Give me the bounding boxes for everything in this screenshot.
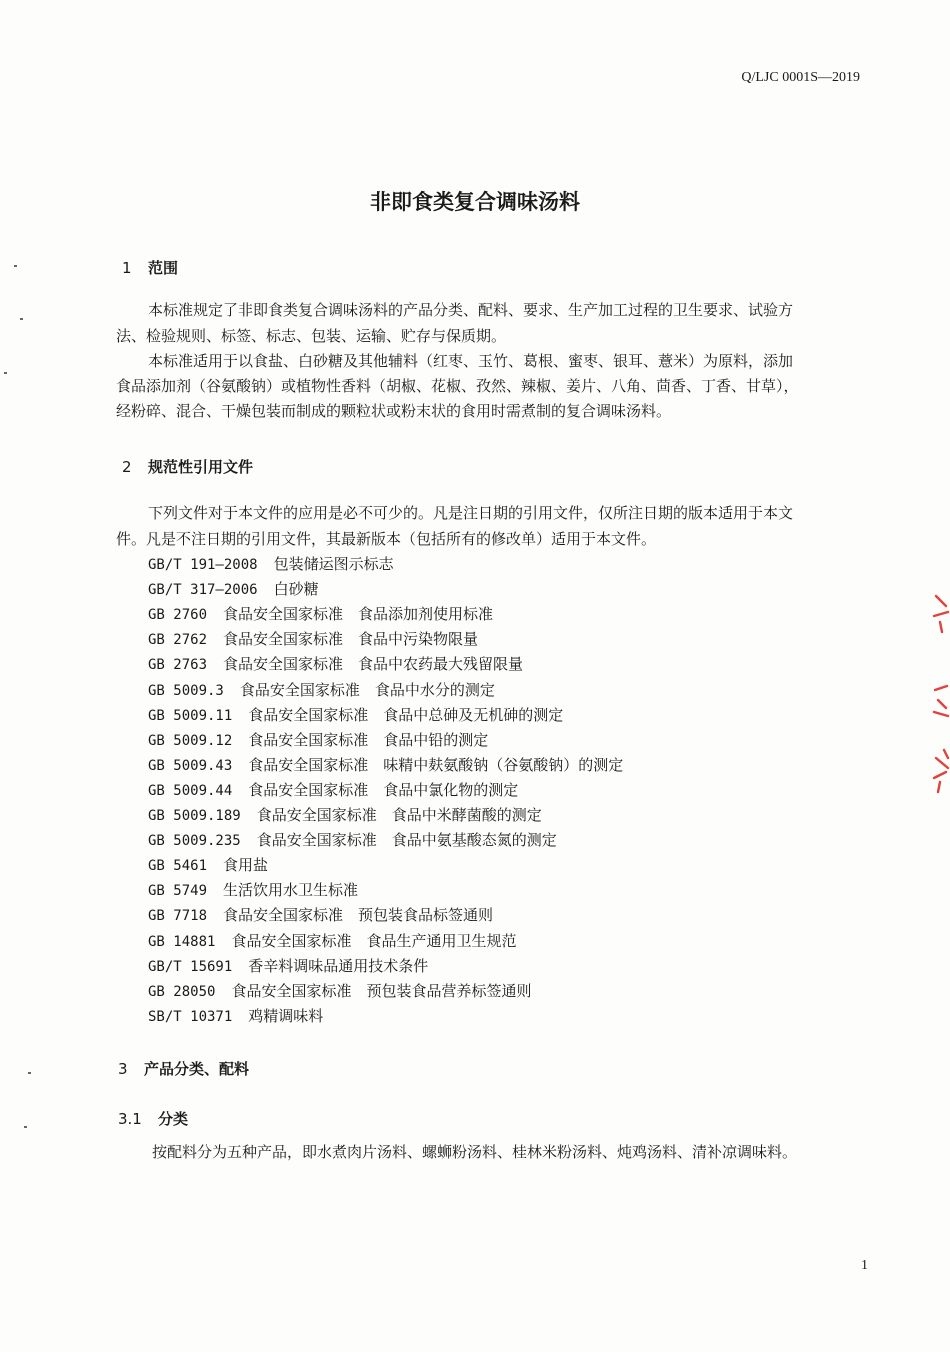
reference-title: 食品安全国家标准 食品中水分的测定 [239, 680, 495, 699]
scan-speck [14, 265, 17, 267]
reference-title: 食品安全国家标准 食品中米酵菌酸的测定 [256, 806, 542, 824]
reference-item [148, 879, 358, 900]
section-1-para-2-line-2: 食品添加剂（谷氨酸钠）或植物性香料（胡椒、花椒、孜然、辣椒、姜片、八角、茴香、丁香、甘草）， [116, 377, 799, 395]
reference-code: GB 2760 [148, 607, 208, 624]
reference-code: GB/T 317—2006 [148, 582, 258, 599]
reference-item [148, 578, 319, 599]
section-1-number: 1 [122, 259, 132, 277]
section-1-heading [122, 257, 178, 278]
reference-title: 食品安全国家标准 食品中氨基酸态氮的测定 [256, 831, 557, 850]
reference-code: GB 5009.3 [148, 682, 224, 699]
reference-item [148, 679, 495, 700]
reference-item [148, 754, 623, 775]
document-title: 非即食类复合调味汤料 [370, 190, 580, 214]
scan-speck [24, 1126, 27, 1128]
reference-item [148, 653, 523, 674]
reference-code: GB 28050 [148, 983, 216, 1000]
reference-title: 食品安全国家标准 食品中农药最大残留限量 [223, 655, 524, 674]
reference-title: 食品安全国家标准 预包装食品标签通则 [223, 906, 494, 925]
reference-code: GB 5461 [148, 858, 208, 875]
reference-item [148, 1005, 323, 1026]
reference-title: 白砂糖 [273, 580, 319, 599]
reference-title: 食品安全国家标准 味精中麸氨酸钠（谷氨酸钠）的测定 [248, 755, 624, 774]
section-3-title: 产品分类、配料 [144, 1060, 250, 1078]
seal-strokes [934, 596, 948, 792]
scan-speck [28, 1072, 31, 1074]
reference-item [148, 955, 428, 976]
reference-title: 食品安全国家标准 食品中污染物限量 [223, 630, 479, 649]
section-3-1-number: 3.1 [118, 1110, 142, 1128]
reference-code: GB 5009.43 [148, 757, 233, 774]
reference-item [148, 553, 394, 574]
reference-item [148, 729, 488, 750]
reference-title: 食品安全国家标准 食品添加剂使用标准 [223, 605, 494, 624]
reference-code: GB 5009.189 [148, 808, 241, 824]
reference-item [148, 854, 268, 875]
reference-item [148, 804, 542, 825]
reference-code: GB/T 191—2008 [148, 557, 258, 573]
reference-code: SB/T 10371 [148, 1008, 233, 1025]
reference-title: 食品安全国家标准 食品中铅的测定 [248, 730, 489, 749]
section-3-1-text: 按配料分为五种产品，即水煮肉片汤料、螺蛳粉汤料、桂林米粉汤料、炖鸡汤料、清补凉调味料。 [152, 1143, 798, 1161]
section-2-para-line-1: 下列文件对于本文件的应用是必不可少的。凡是注日期的引用文件，仅所注日期的版本适用于本文 [148, 504, 794, 522]
reference-item [148, 704, 563, 725]
reference-title: 包装储运图示标志 [273, 555, 394, 573]
seal-stamp-fragment [930, 582, 950, 798]
reference-title: 食用盐 [223, 856, 269, 875]
reference-code: GB 5009.235 [148, 833, 241, 850]
section-1-para-2-line-3: 经粉碎、混合、干燥包装而制成的颗粒状或粉末状的食用时需煮制的复合调味汤料。 [116, 402, 672, 420]
reference-item [148, 904, 493, 925]
section-3-1-heading [118, 1108, 188, 1129]
scan-speck [4, 372, 7, 374]
reference-code: GB/T 15691 [148, 958, 233, 975]
reference-item [148, 980, 531, 1001]
section-2-para-line-2: 件。凡是不注日期的引用文件，其最新版本（包括所有的修改单）适用于本文件。 [116, 530, 657, 548]
reference-item [148, 603, 493, 624]
reference-code: GB 2762 [148, 632, 208, 649]
section-2-title: 规范性引用文件 [148, 458, 254, 476]
section-1-para-1-line-1: 本标准规定了非即食类复合调味汤料的产品分类、配料、要求、生产加工过程的卫生要求、试验方 [148, 301, 794, 319]
page-number: 1 [861, 1258, 868, 1273]
reference-title: 食品安全国家标准 预包装食品营养标签通则 [231, 981, 532, 1000]
section-1-para-1-line-2: 法、检验规则、标签、标志、包装、运输、贮存与保质期。 [116, 327, 507, 345]
section-1-para-2-line-1: 本标准适用于以食盐、白砂糖及其他辅料（红枣、玉竹、葛根、蜜枣、银耳、薏米）为原料，添加 [148, 352, 794, 370]
section-3-number: 3 [118, 1060, 128, 1078]
reference-title: 食品安全国家标准 食品中总砷及无机砷的测定 [248, 705, 564, 724]
section-2-heading [122, 456, 253, 477]
scan-speck [20, 318, 23, 320]
section-2-number: 2 [122, 458, 132, 476]
section-3-heading [118, 1058, 249, 1079]
reference-item [148, 628, 478, 649]
reference-code: GB 2763 [148, 657, 208, 674]
reference-title: 生活饮用水卫生标准 [223, 881, 359, 900]
reference-title: 食品安全国家标准 食品中氯化物的测定 [248, 780, 519, 799]
reference-code: GB 5009.11 [148, 707, 233, 724]
reference-title: 食品安全国家标准 食品生产通用卫生规范 [231, 931, 517, 950]
reference-code: GB 7718 [148, 908, 208, 925]
reference-title: 鸡精调味料 [248, 1006, 324, 1025]
reference-code: GB 5009.12 [148, 732, 233, 749]
reference-title: 香辛料调味品通用技术条件 [248, 956, 429, 975]
reference-code: GB 14881 [148, 933, 216, 950]
reference-item [148, 930, 516, 951]
reference-code: GB 5749 [148, 883, 208, 900]
section-3-1-title: 分类 [158, 1110, 189, 1128]
section-1-title: 范围 [148, 259, 179, 277]
reference-code: GB 5009.44 [148, 782, 233, 799]
reference-item [148, 829, 557, 850]
reference-item [148, 779, 518, 800]
standard-code: Q/LJC 0001S—2019 [741, 70, 860, 85]
